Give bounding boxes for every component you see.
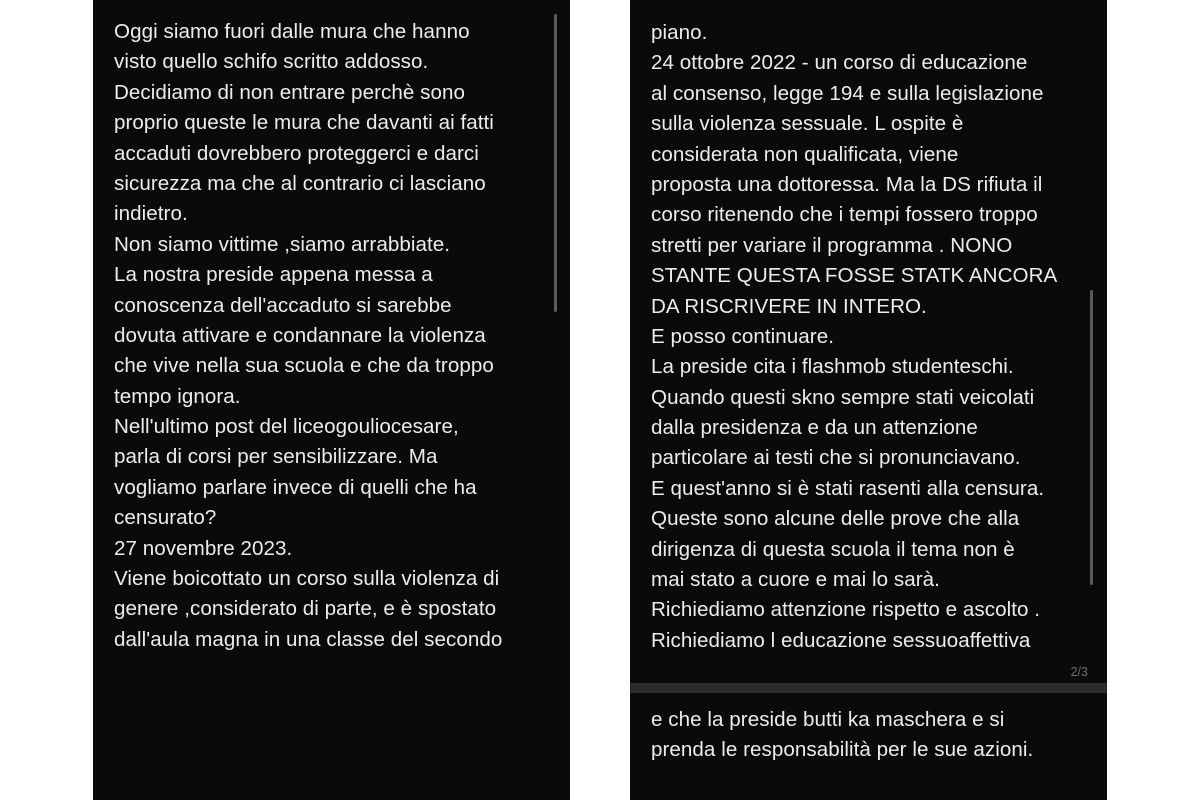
text-line: Nell'ultimo post del liceogouliocesare,: [114, 415, 459, 439]
text-line: conoscenza dell'accaduto si sarebbe: [114, 293, 452, 317]
text-line: indietro.: [114, 202, 188, 226]
text-line: Oggi siamo fuori dalle mura che hanno: [114, 20, 470, 43]
text-line: proposta una dottoressa. Ma la DS rifiuta il: [651, 172, 1043, 196]
right-text-panel: [630, 0, 1107, 683]
text-line: dall'aula magna in una classe del secondo: [114, 627, 503, 651]
text-line: mai stato a cuore e mai lo sarà.: [651, 568, 940, 592]
text-line: Decidiamo di non entrare perchè sono: [114, 80, 465, 104]
text-line: e che la preside butti ka maschera e si: [651, 708, 1005, 731]
text-line: Quando questi skno sempre stati veicolati: [651, 385, 1035, 409]
text-line: sicurezza ma che al contrario ci lasciano: [114, 171, 486, 195]
text-line: La nostra preside appena messa a: [114, 263, 433, 287]
text-line: dovuta attivare e condannare la violenza: [114, 323, 486, 347]
text-line: proprio queste le mura che davanti ai fatti: [114, 111, 494, 135]
text-line: Viene boicottato un corso sulla violenza di: [114, 567, 500, 591]
text-line: che vive nella sua scuola e che da troppo: [114, 354, 494, 378]
bottom-text-panel: [630, 693, 1107, 800]
text-line: dirigenza di questa scuola il tema non è: [651, 537, 1015, 561]
text-line: vogliamo parlare invece di quelli che ha: [114, 475, 477, 499]
left-scrollbar[interactable]: [554, 14, 557, 312]
text-line: La preside cita i flashmob studenteschi.: [651, 355, 1014, 379]
text-line: DA RISCRIVERE IN INTERO.: [651, 294, 927, 318]
panel-divider: [630, 683, 1107, 693]
text-line: Richiediamo l educazione sessuoaffettiva: [651, 628, 1031, 652]
text-line: E posso continuare.: [651, 324, 834, 348]
text-line: 27 novembre 2023.: [114, 536, 293, 560]
text-line: parla di corsi per sensibilizzare. Ma: [114, 445, 438, 469]
left-panel-text: [114, 17, 502, 655]
text-line: Queste sono alcune delle prove che alla: [651, 507, 1020, 531]
text-line: 24 ottobre 2022 - un corso di educazione: [651, 51, 1028, 75]
text-line: corso ritenendo che i tempi fossero troppo: [651, 203, 1038, 227]
page-indicator: 2/3: [1070, 665, 1088, 679]
right-panel-text: [651, 18, 1057, 656]
text-line: genere ,considerato di parte, e è spostato: [114, 597, 497, 621]
text-line: tempo ignora.: [114, 384, 241, 408]
left-text-panel: [93, 0, 570, 800]
text-line: STANTE QUESTA FOSSE STATK ANCORA: [651, 264, 1058, 288]
text-line: stretti per variare il programma . NONO: [651, 233, 1013, 257]
text-line: piano.: [651, 21, 708, 44]
text-line: E quest'anno si è stati rasenti alla censura.: [651, 476, 1045, 500]
right-scrollbar[interactable]: [1090, 290, 1093, 585]
text-line: particolare ai testi che si pronunciavano.: [651, 446, 1021, 470]
text-line: prenda le responsabilità per le sue azioni.: [651, 738, 1034, 762]
text-line: Non siamo vittime ,siamo arrabbiate.: [114, 232, 451, 256]
text-line: sulla violenza sessuale. L ospite è: [651, 112, 964, 136]
text-line: al consenso, legge 194 e sulla legislazione: [651, 81, 1044, 105]
text-line: considerata non qualificata, viene: [651, 142, 959, 166]
text-line: Richiediamo attenzione rispetto e ascolto .: [651, 598, 1041, 622]
text-line: visto quello schifo scritto addosso.: [114, 50, 429, 74]
text-line: accaduti dovrebbero proteggerci e darci: [114, 141, 479, 165]
bottom-panel-text: [651, 705, 1033, 766]
text-line: dalla presidenza e da un attenzione: [651, 416, 978, 440]
text-line: censurato?: [114, 506, 217, 530]
